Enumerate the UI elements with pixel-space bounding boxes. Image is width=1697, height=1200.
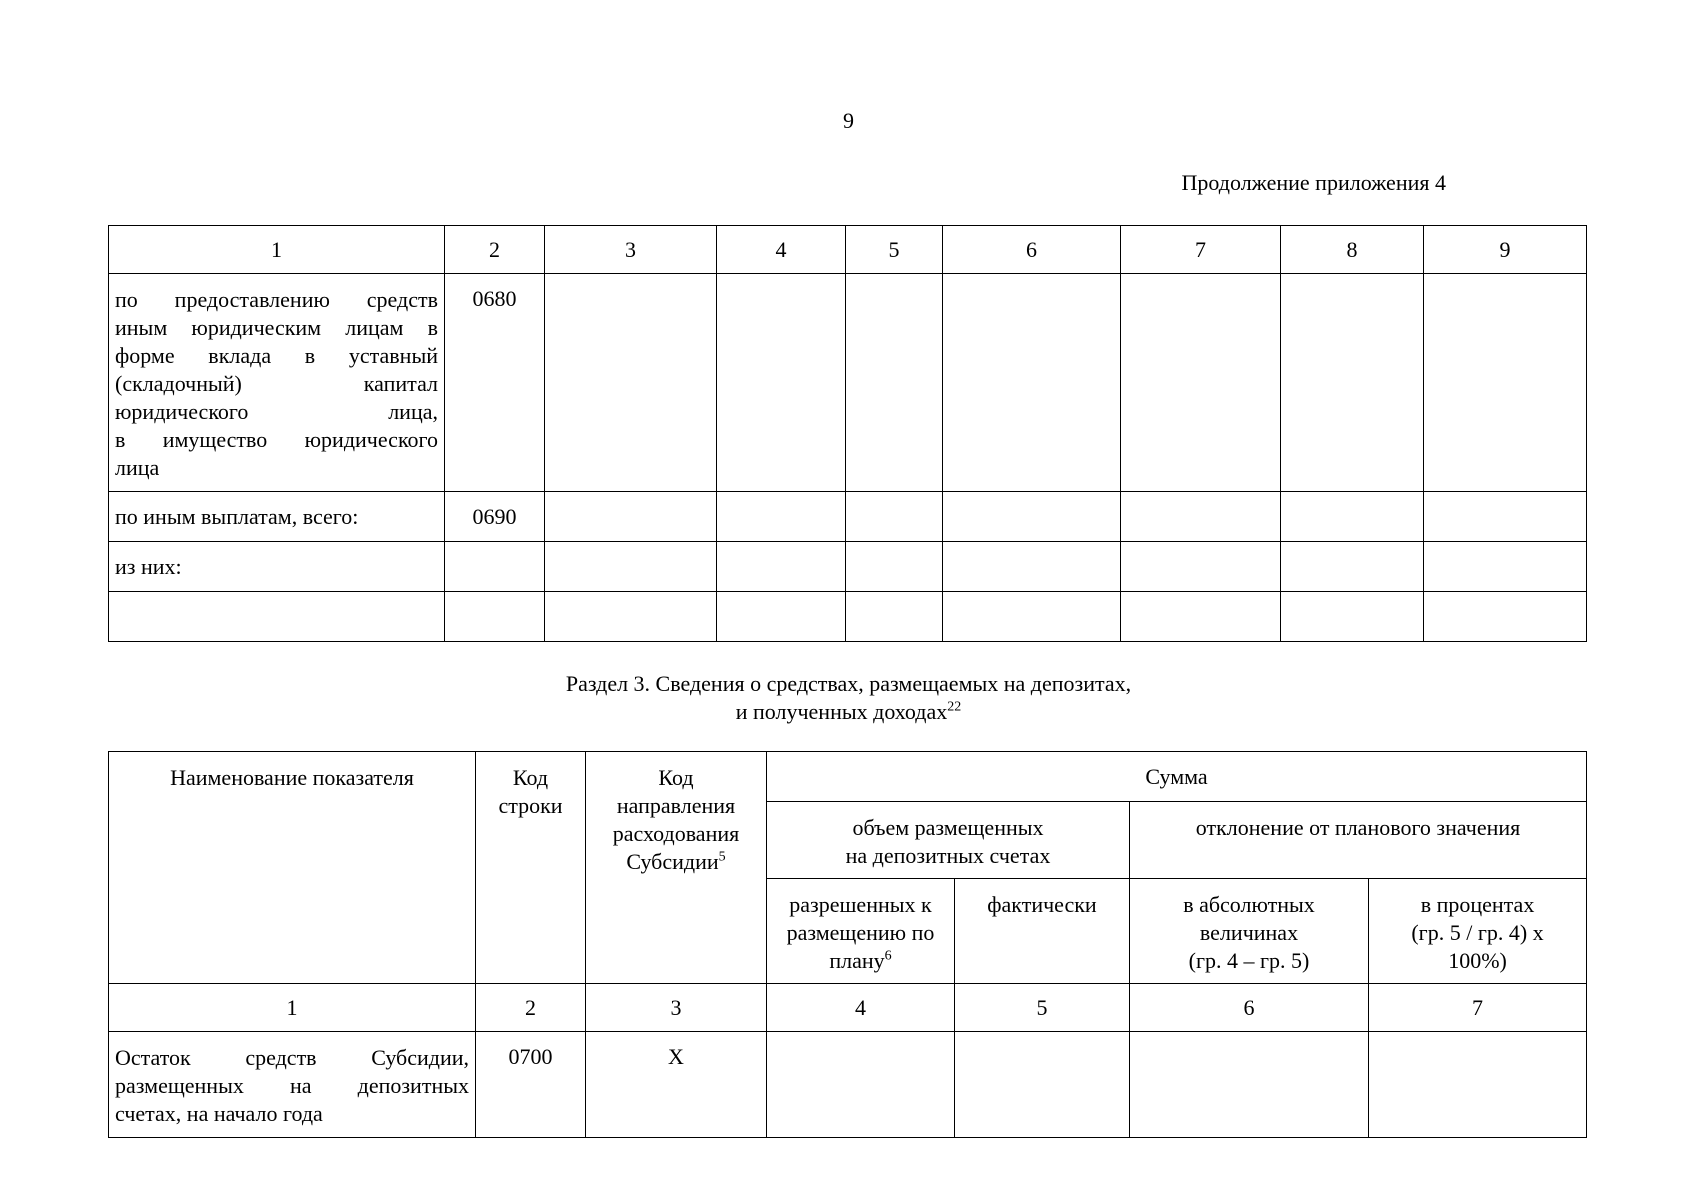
cell <box>1424 274 1587 492</box>
col-number: 5 <box>846 226 943 274</box>
header-line: 100%) <box>1448 948 1507 973</box>
cell <box>955 1032 1130 1138</box>
row-name <box>109 1032 476 1138</box>
cell <box>1130 1032 1369 1138</box>
cell <box>545 592 717 642</box>
cell <box>717 274 846 492</box>
cell <box>943 274 1121 492</box>
cell <box>1424 592 1587 642</box>
cell <box>1121 274 1281 492</box>
cell <box>1424 542 1587 592</box>
col-number: 3 <box>545 226 717 274</box>
col-number: 6 <box>943 226 1121 274</box>
footnote-mark: 22 <box>947 699 962 715</box>
col-number: 2 <box>476 984 586 1032</box>
col-number: 5 <box>955 984 1130 1032</box>
row-name-line: форме вклада в уставный <box>115 343 438 368</box>
header-direction-code <box>586 752 767 984</box>
table-row <box>109 592 1587 642</box>
row-name-line: по предоставлению средств <box>115 287 438 312</box>
cell <box>1121 542 1281 592</box>
row-name-line: в имущество юридического <box>115 427 438 452</box>
header-deviation: отклонение от планового значения <box>1130 802 1587 879</box>
header-line: строки <box>498 793 563 818</box>
cell <box>1121 592 1281 642</box>
cell <box>767 1032 955 1138</box>
cell <box>846 492 943 542</box>
header-row-code <box>476 752 586 984</box>
header-line-with-footnote <box>586 848 766 876</box>
row-code <box>445 542 545 592</box>
footnote-mark: 5 <box>718 849 726 865</box>
row-name-line: иным юридическим лицам в <box>115 315 438 340</box>
cell <box>545 274 717 492</box>
col-number: 7 <box>1369 984 1587 1032</box>
continuation-label: Продолжение приложения 4 <box>1181 170 1446 195</box>
table-row <box>109 492 1587 542</box>
row-code: 0690 <box>445 492 545 542</box>
footnote-mark: 6 <box>884 948 892 964</box>
header-name: Наименование показателя <box>109 752 476 984</box>
cell <box>1281 492 1424 542</box>
cell <box>1281 274 1424 492</box>
cell <box>1121 492 1281 542</box>
row-direction-code: X <box>586 1032 767 1138</box>
col-number: 2 <box>445 226 545 274</box>
header-line: направления <box>616 793 736 818</box>
row-code: 0680 <box>445 274 545 492</box>
header-line: Субсидии <box>626 849 719 874</box>
section-title <box>0 670 1697 726</box>
row-name: по иным выплатам, всего: <box>109 492 445 542</box>
header-line: Код <box>512 765 549 790</box>
header-sum: Сумма <box>767 752 1587 802</box>
cell <box>1424 492 1587 542</box>
row-name-line: Остаток средств Субсидии, <box>115 1045 469 1070</box>
header-line: (гр. 5 / гр. 4) х <box>1411 920 1544 945</box>
cell <box>943 492 1121 542</box>
cell <box>846 592 943 642</box>
header-line: в процентах <box>1420 892 1535 917</box>
row-name: из них: <box>109 542 445 592</box>
header-line: (гр. 4 – гр. 5) <box>1188 948 1310 973</box>
cell <box>717 542 846 592</box>
cell <box>846 542 943 592</box>
cell <box>943 592 1121 642</box>
row-code: 0700 <box>476 1032 586 1138</box>
deposits-table <box>108 751 1587 1138</box>
header-volume <box>767 802 1130 879</box>
cell <box>1281 542 1424 592</box>
row-name-line: (складочный) капитал <box>115 371 438 396</box>
row-name <box>109 274 445 492</box>
header-planned <box>767 879 955 984</box>
page-number: 9 <box>843 108 854 133</box>
section-title-text: и полученных доходах <box>735 699 948 724</box>
row-name <box>109 592 445 642</box>
col-number: 3 <box>586 984 767 1032</box>
header-line: размещению по <box>786 920 935 945</box>
row-code <box>445 592 545 642</box>
header-line: расходования <box>612 821 740 846</box>
cell <box>943 542 1121 592</box>
header-line-with-footnote <box>767 947 954 975</box>
col-number: 1 <box>109 984 476 1032</box>
header-line: объем размещенных <box>852 815 1044 840</box>
row-name-line: лица <box>115 455 160 480</box>
section-title-line-2 <box>0 698 1697 726</box>
header-line: в абсолютных <box>1183 892 1315 917</box>
section-title-line: Раздел 3. Сведения о средствах, размещаемых на депозитах, <box>565 671 1132 696</box>
table-row <box>109 1032 1587 1138</box>
col-number: 9 <box>1424 226 1587 274</box>
header-line: величинах <box>1199 920 1299 945</box>
table-continuation <box>108 225 1587 642</box>
col-number: 4 <box>717 226 846 274</box>
header-row <box>109 752 1587 802</box>
col-number: 6 <box>1130 984 1369 1032</box>
header-percent <box>1369 879 1587 984</box>
header-line: Код <box>658 765 694 790</box>
col-number: 1 <box>109 226 445 274</box>
header-absolute <box>1130 879 1369 984</box>
col-number: 8 <box>1281 226 1424 274</box>
column-number-row <box>109 984 1587 1032</box>
header-line: плану <box>829 948 885 973</box>
cell <box>717 592 846 642</box>
cell <box>1281 592 1424 642</box>
cell <box>545 542 717 592</box>
row-name-line: размещенных на депозитных <box>115 1073 469 1098</box>
cell <box>846 274 943 492</box>
table-row <box>109 542 1587 592</box>
column-number-row <box>109 226 1587 274</box>
table-row <box>109 274 1587 492</box>
col-number: 7 <box>1121 226 1281 274</box>
cell <box>1369 1032 1587 1138</box>
row-name-line: юридического лица, <box>115 399 438 424</box>
header-line: на депозитных счетах <box>845 843 1051 868</box>
cell <box>717 492 846 542</box>
header-line: разрешенных к <box>789 892 932 917</box>
cell <box>545 492 717 542</box>
row-name-line: счетах, на начало года <box>115 1101 323 1126</box>
col-number: 4 <box>767 984 955 1032</box>
header-actual: фактически <box>955 879 1130 984</box>
